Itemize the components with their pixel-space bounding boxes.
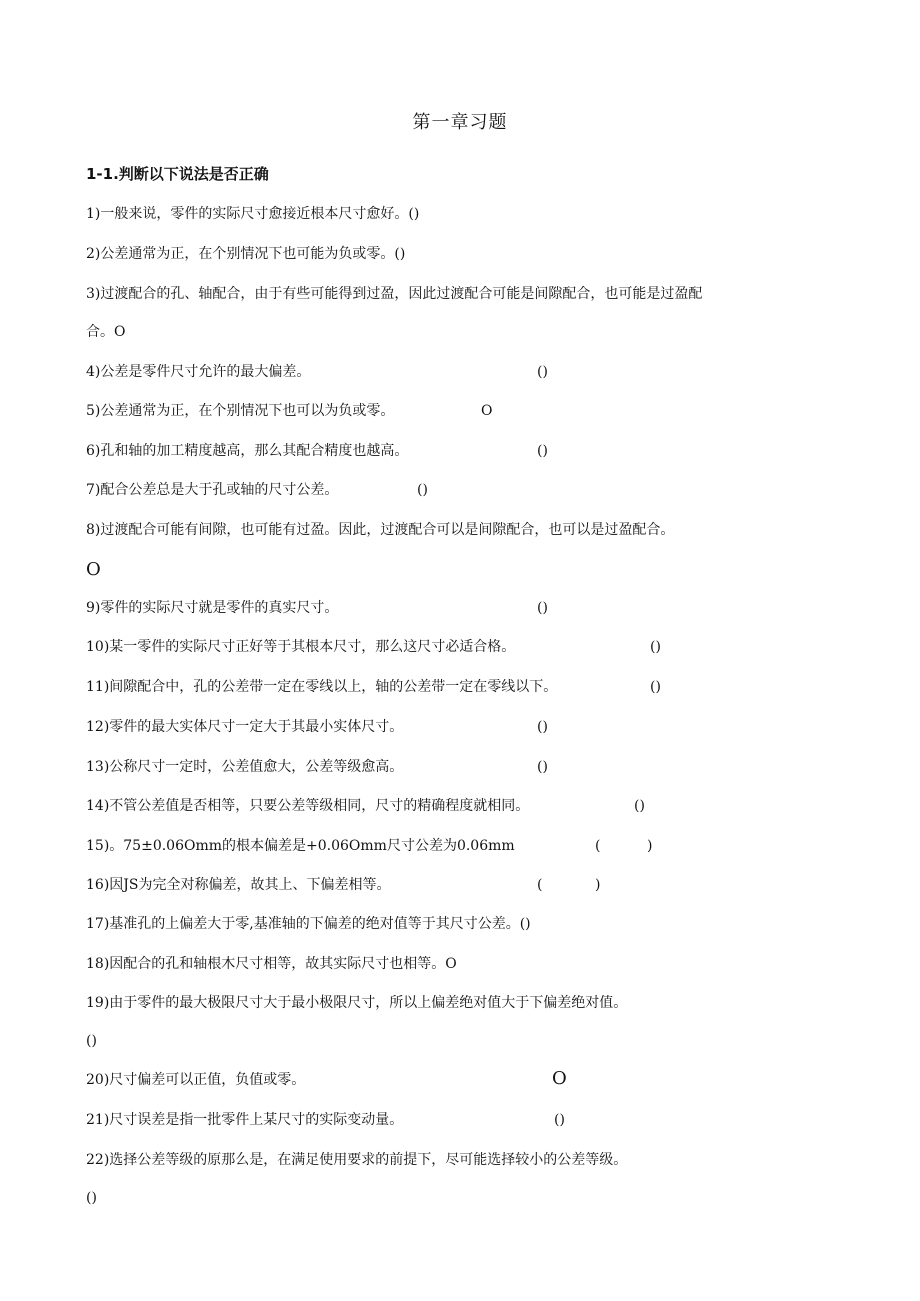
answer-bracket: ()	[537, 759, 548, 775]
answer-bracket: ()	[554, 1112, 565, 1128]
question-4: 4)公差是零件尺寸允许的最大偏差。	[86, 364, 311, 380]
question-18: 18)因配合的孔和轴根木尺寸相等，故其实际尺寸也相等。O	[86, 956, 457, 972]
question-20: 20)尺寸偏差可以正值，负值或零。	[86, 1072, 306, 1088]
question-19: 19)由于零件的最大极限尺寸大于最小极限尺寸，所以上偏差绝对值大于下偏差绝对值。	[86, 995, 628, 1011]
question-8-answer: O	[86, 559, 101, 580]
answer-bracket: ()	[634, 798, 645, 814]
question-3: 3)过渡配合的孔、轴配合，由于有些可能得到过盈，因此过渡配合可能是间隙配合，也可能是过盈配	[86, 286, 703, 302]
question-1: 1)一般来说，零件的实际尺寸愈接近根本尺寸愈好。()	[86, 206, 420, 222]
question-5: 5)公差通常为正，在个别情况下也可以为负或零。	[86, 403, 395, 419]
question-21: 21)尺寸误差是指一批零件上某尺寸的实际变动量。	[86, 1112, 404, 1128]
section-heading: 1-1.判断以下说法是否正确	[86, 165, 269, 183]
answer-bracket: ()	[537, 600, 548, 616]
answer-bracket: O	[552, 1068, 567, 1089]
question-11: 11)间隙配合中，孔的公差带一定在零线以上，轴的公差带一定在零线以下。	[86, 679, 558, 695]
answer-bracket: O	[481, 403, 493, 419]
question-17: 17)基准孔的上偏差大于零,基准轴的下偏差的绝对值等于其尺寸公差。()	[86, 916, 531, 932]
question-15: 15)。75±0.06Omm的根本偏差是+0.06Omm尺寸公差为0.06mm	[86, 838, 515, 854]
question-22: 22)选择公差等级的原那么是，在满足使用要求的前提下，尽可能选择较小的公差等级。	[86, 1152, 628, 1168]
question-7: 7)配合公差总是大于孔或轴的尺寸公差。	[86, 482, 339, 498]
answer-bracket-open: (	[595, 838, 601, 854]
answer-bracket-close: )	[647, 838, 653, 854]
question-19-answer: ()	[86, 1033, 97, 1049]
answer-bracket-close: )	[595, 877, 601, 893]
answer-bracket: ()	[537, 719, 548, 735]
question-12: 12)零件的最大实体尺寸一定大于其最小实体尺寸。	[86, 719, 404, 735]
question-8: 8)过渡配合可能有间隙，也可能有过盈。因此，过渡配合可以是间隙配合，也可以是过盈配合。	[86, 522, 675, 538]
answer-bracket: ()	[537, 443, 548, 459]
question-10: 10)某一零件的实际尺寸正好等于其根本尺寸，那么这尺寸必适合格。	[86, 639, 516, 655]
question-3-continued: 合。O	[86, 324, 126, 340]
question-16: 16)因JS为完全对称偏差，故其上、下偏差相等。	[86, 877, 391, 893]
answer-bracket: ()	[537, 364, 548, 380]
question-22-answer: ()	[86, 1190, 97, 1206]
question-2: 2)公差通常为正，在个别情况下也可能为负或零。()	[86, 246, 406, 262]
answer-bracket: ()	[650, 639, 661, 655]
question-6: 6)孔和轴的加工精度越高，那么其配合精度也越高。	[86, 443, 409, 459]
answer-bracket: ()	[650, 679, 661, 695]
page-title: 第一章习题	[412, 112, 508, 133]
question-9: 9)零件的实际尺寸就是零件的真实尺寸。	[86, 600, 339, 616]
question-13: 13)公称尺寸一定时，公差值愈大，公差等级愈高。	[86, 759, 404, 775]
question-14: 14)不管公差值是否相等，只要公差等级相同，尺寸的精确程度就相同。	[86, 798, 530, 814]
answer-bracket: ()	[417, 482, 428, 498]
answer-bracket-open: (	[537, 877, 543, 893]
